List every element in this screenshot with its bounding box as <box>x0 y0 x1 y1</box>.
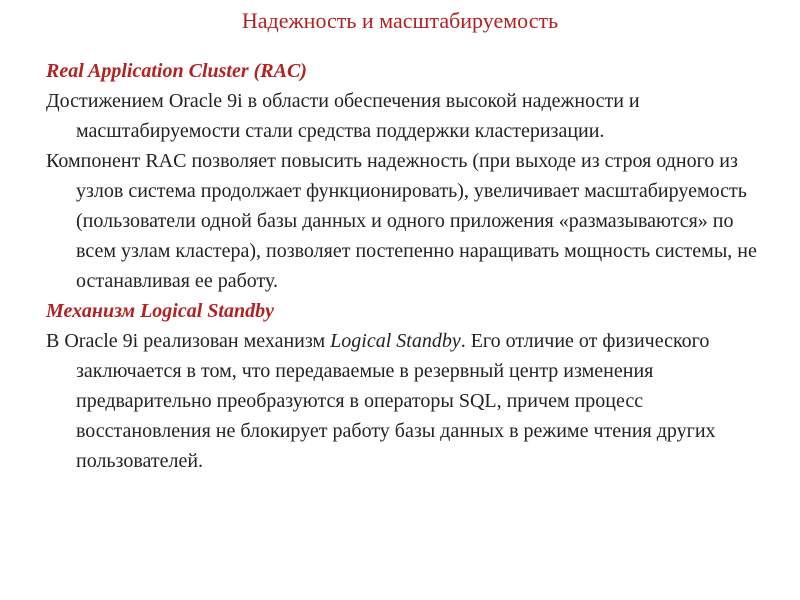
slide-content <box>46 56 766 476</box>
paragraph-logical-standby <box>46 326 766 476</box>
logical-standby-term: Logical Standby <box>330 330 461 352</box>
paragraph-rac-intro: Достижением Oracle 9i в области обеспечения высокой надежности и масштабируемости стали средства поддержки кластеризации. <box>46 90 640 142</box>
paragraph-logical-standby-end: . Его отличие от физического заключается в том, что передаваемые в резервный центр изменения предварительно преобразуются в операторы SQL, причем процесс восстановления не блокирует работу базы данных в режиме чтения других пользователей. <box>76 330 716 472</box>
slide-title: Надежность и масштабируемость <box>241 8 559 33</box>
section-heading-rac: Real Application Cluster (RAC) <box>46 60 307 82</box>
section-heading-logical-standby: Механизм Logical Standby <box>46 300 274 322</box>
paragraph-logical-standby-start: В Oracle 9i реализован механизм <box>46 330 331 352</box>
paragraph-rac-details: Компонент RAC позволяет повысить надежность (при выходе из строя одного из узлов система продолжает функционировать), увеличивает масштабируемость (пользователи одной базы данных и одного приложения «размазываются» по всем узлам кластера), позволяет постепенно наращивать мощность системы, не останавливая ее работу. <box>46 150 757 292</box>
